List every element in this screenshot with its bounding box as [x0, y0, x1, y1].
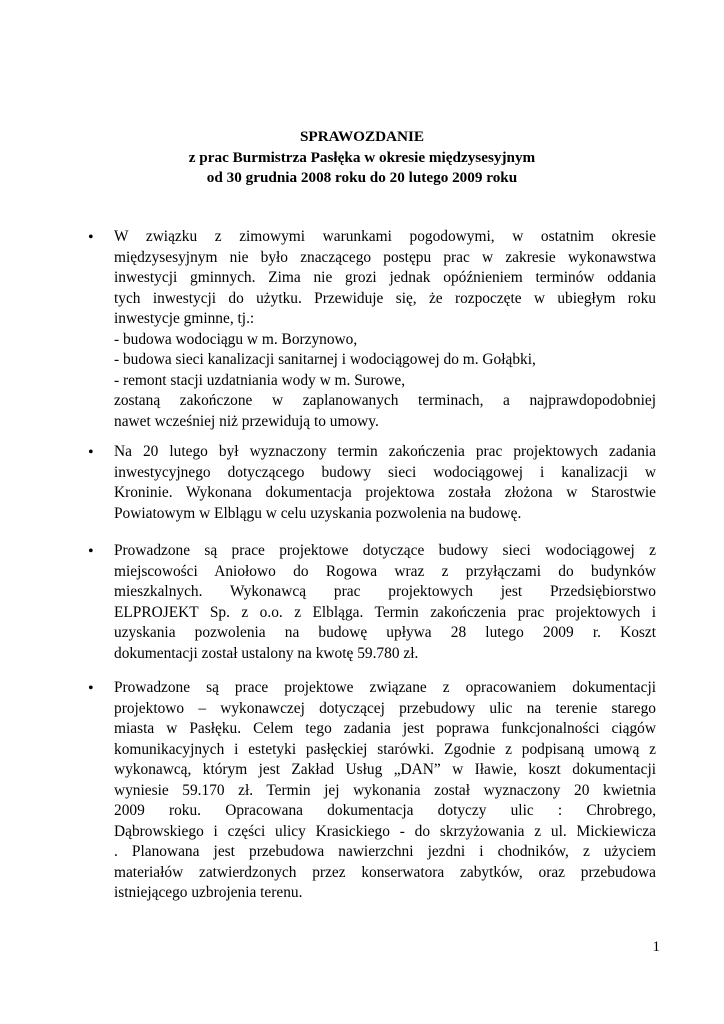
section-4-paragraph	[114, 678, 656, 904]
paragraph-line: miasta w Pasłęku. Celem tego zadania jest poprawa funkcjonalności ciągów	[114, 720, 656, 737]
paragraph-line: tych inwestycji do użytku. Przewiduje się, że rozpoczęte w ubiegłym roku	[114, 289, 656, 307]
document-subtitle-line-1: z prac Burmistrza Pasłęka w okresie międzysesyjnym	[188, 148, 536, 166]
paragraph-line: - remont stacji uzdatniania wody w m. Surowe,	[114, 371, 406, 389]
paragraph-line: Powiatowym w Elblągu w celu uzyskania pozwolenia na budowę.	[114, 504, 522, 522]
paragraph-line: Prowadzone są prace projektowe dotyczące budowy sieci wodociągowej z	[114, 542, 656, 559]
bullet-icon: •	[88, 543, 94, 560]
paragraph-line: zostaną zakończone w zaplanowanych terminach, a najprawdopodobniej	[114, 392, 656, 409]
document-header	[0, 127, 724, 189]
paragraph-line: W związku z zimowymi warunkami pogodowymi, w ostatnim okresie	[114, 228, 656, 245]
document-title: SPRAWOZDANIE	[299, 128, 425, 145]
paragraph-line: dokumentacji został ustalony na kwotę 59.780 zł.	[114, 644, 419, 662]
paragraph-line: inwestycji gminnych. Zima nie grozi jednak opóźnieniem terminów oddania	[114, 269, 656, 286]
paragraph-line: wykonawcą, którym jest Zakład Usług „DAN” w Iławie, koszt dokumentacji	[114, 761, 656, 778]
paragraph-line: materiałów zatwierdzonych przez konserwatora zabytków, oraz przebudowa	[114, 863, 656, 881]
paragraph-line: . Planowana jest przebudowa nawierzchni jezdni i chodników, z użyciem	[114, 843, 656, 860]
section-1-paragraph	[114, 227, 656, 432]
bullet-icon: •	[88, 444, 94, 461]
paragraph-line: Na 20 lutego był wyznaczony termin zakończenia prac projektowych zadania	[114, 443, 656, 460]
paragraph-line: istniejącego uzbrojenia terenu.	[114, 884, 303, 901]
paragraph-line: Kroninie. Wykonana dokumentacja projektowa została złożona w Starostwie	[114, 484, 656, 501]
section-3-paragraph	[114, 541, 656, 664]
paragraph-line: mieszkalnych. Wykonawcą prac projektowych jest Przedsiębiorstwo	[114, 583, 656, 600]
bullet-icon: •	[88, 229, 94, 246]
paragraph-line: nawet wcześniej niż przewidują to umowy.	[114, 412, 379, 430]
paragraph-line: - budowa sieci kanalizacji sanitarnej i wodociągowej do m. Gołąbki,	[114, 351, 536, 368]
page-number: 1	[652, 939, 660, 955]
paragraph-line: uzyskania pozwolenia na budowę upływa 28 lutego 2009 r. Koszt	[114, 624, 656, 641]
paragraph-line: ELPROJEKT Sp. z o.o. z Elbląga. Termin zakończenia prac projektowych i	[114, 603, 656, 621]
paragraph-line: Dąbrowskiego i części ulicy Krasickiego - do skrzyżowania z ul. Mickiewicza	[114, 822, 656, 840]
paragraph-line: wyniesie 59.170 zł. Termin jej wykonania został wyznaczony 20 kwietnia	[114, 781, 656, 799]
bullet-icon: •	[88, 680, 94, 697]
section-2-paragraph	[114, 442, 656, 524]
paragraph-line: projektowo – wykonawczej dotyczącej przebudowy ulic na terenie starego	[114, 699, 656, 717]
paragraph-line: - budowa wodociągu w m. Borzynowo,	[114, 330, 358, 348]
paragraph-line: 2009 roku. Opracowana dokumentacja dotyczy ulic : Chrobrego,	[114, 802, 656, 819]
paragraph-line: komunikacyjnych i estetyki pasłęckiej starówki. Zgodnie z podpisaną umową z	[114, 740, 656, 758]
paragraph-line: międzysesyjnym nie było znaczącego postępu prac w zakresie wykonawstwa	[114, 248, 656, 266]
paragraph-line: miejscowości Aniołowo do Rogowa wraz z przyłączami do budynków	[114, 562, 656, 580]
paragraph-line: inwestycyjnego dotyczącego budowy sieci wodociągowej i kanalizacji w	[114, 463, 656, 481]
document-subtitle-line-2: od 30 grudnia 2008 roku do 20 lutego 2009 roku	[206, 169, 518, 186]
paragraph-line: inwestycje gminne, tj.:	[114, 310, 255, 327]
paragraph-line: Prowadzone są prace projektowe związane z opracowaniem dokumentacji	[114, 679, 656, 696]
